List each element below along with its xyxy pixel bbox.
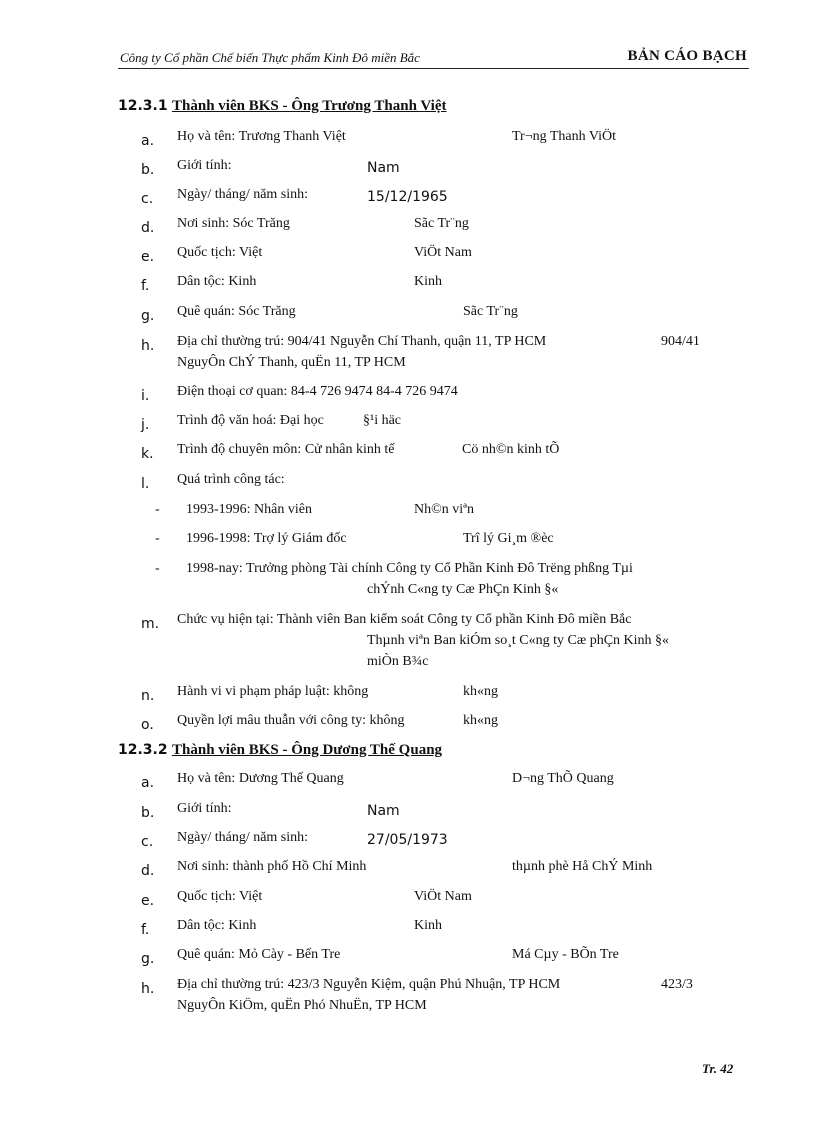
section-number: 12.3.1 <box>118 98 168 114</box>
item-continuation: NguyÔn ChÝ Thanh, quËn 11, TP HCM <box>177 355 406 370</box>
item-text: Họ và tên: Dương Thế Quang <box>177 771 344 786</box>
company-name: Công ty Cổ phần Chế biến Thực phẩm Kinh Đô miền Bắc <box>120 50 420 65</box>
item-text: Nơi sinh: thành phố Hồ Chí Minh <box>177 859 367 874</box>
item-garbled-text: ViÖt Nam <box>414 245 472 260</box>
item-garbled-text: kh«ng <box>463 684 498 699</box>
item-label: f. <box>141 278 150 294</box>
item-text: Giới tính: <box>177 158 232 173</box>
item-label: i. <box>141 388 150 404</box>
work-history-garbled: Nh©n viªn <box>414 502 474 517</box>
dash-bullet: - <box>155 561 160 576</box>
item-text: Họ và tên: Trương Thanh Việt <box>177 129 346 144</box>
item-label: o. <box>141 717 154 733</box>
item-label: a. <box>141 775 155 791</box>
item-garbled-text: Kinh <box>414 274 442 289</box>
item-garbled-text: Tr¬ng Thanh ViÖt <box>512 129 617 144</box>
dash-bullet: - <box>155 502 160 517</box>
work-history-text: 1993-1996: Nhân viên <box>186 502 312 517</box>
item-label: c. <box>141 834 154 850</box>
dash-bullet: - <box>155 531 160 546</box>
item-garbled-text: Cö nh©n kinh tÕ <box>462 442 560 457</box>
item-text: Dân tộc: Kinh <box>177 274 257 289</box>
item-text: Nơi sinh: Sóc Trăng <box>177 216 290 231</box>
item-label: b. <box>141 805 155 821</box>
item-label: a. <box>141 133 155 149</box>
section-title: Thành viên BKS - Ông Dương Thế Quang <box>172 742 443 758</box>
item-garbled-text: Kinh <box>414 918 442 933</box>
item-text: Hành vi vi phạm pháp luật: không <box>177 684 369 699</box>
item-text: Quyền lợi mâu thuẫn với công ty: không <box>177 713 405 728</box>
section-number: 12.3.2 <box>118 742 168 758</box>
item-label: j. <box>141 417 150 433</box>
item-text: Dân tộc: Kinh <box>177 918 257 933</box>
item-continuation: NguyÔn KiÖm, quËn Phó NhuËn, TP HCM <box>177 998 427 1013</box>
item-text: Ngày/ tháng/ năm sinh: <box>177 187 309 202</box>
page-header <box>118 48 749 69</box>
item-label: c. <box>141 191 154 207</box>
item-label: l. <box>141 476 150 492</box>
item-label: h. <box>141 338 155 354</box>
item-label: k. <box>141 446 154 462</box>
item-text: Trình độ chuyên môn: Cử nhân kinh tế <box>177 442 395 457</box>
item-label: g. <box>141 308 155 324</box>
item-value: Nam <box>367 803 400 819</box>
item-garbled-text: 904/41 <box>661 334 700 349</box>
item-continuation: miÒn B¾c <box>367 654 429 669</box>
page-number: Tr. 42 <box>702 1061 734 1076</box>
item-value: Nam <box>367 160 400 176</box>
item-garbled-text: D¬ng ThÕ Quang <box>512 771 614 786</box>
work-history-text: 1998-nay: Trưởng phòng Tài chính Công ty Cổ Phần Kinh Đô Trëng phßng Tµi <box>186 561 633 576</box>
item-text: Địa chỉ thường trú: 904/41 Nguyễn Chí Thanh, quận 11, TP HCM <box>177 334 547 349</box>
item-garbled-text: thµnh phè Hå ChÝ Minh <box>512 859 653 874</box>
item-garbled-text: §¹i häc <box>363 413 402 428</box>
item-garbled-text: ViÖt Nam <box>414 889 472 904</box>
item-label: d. <box>141 220 155 236</box>
item-text: Ngày/ tháng/ năm sinh: <box>177 830 309 845</box>
item-label: f. <box>141 922 150 938</box>
item-text: Quê quán: Sóc Trăng <box>177 304 296 319</box>
item-text: Chức vụ hiện tại: Thành viên Ban kiểm soát Công ty Cổ phần Kinh Đô miền Bắc <box>177 612 632 627</box>
work-history-text: 1996-1998: Trợ lý Giám đốc <box>186 531 347 546</box>
item-value: 15/12/1965 <box>367 189 448 205</box>
item-label: d. <box>141 863 155 879</box>
item-label: g. <box>141 951 155 967</box>
item-text: Giới tính: <box>177 801 232 816</box>
item-value: 27/05/1973 <box>367 832 448 848</box>
item-label: n. <box>141 688 155 704</box>
item-garbled-text: Sãc Tr¨ng <box>463 304 518 319</box>
item-garbled-text: kh«ng <box>463 713 498 728</box>
section-heading <box>118 742 442 759</box>
item-label: h. <box>141 981 155 997</box>
item-text: Quá trình công tác: <box>177 472 285 487</box>
item-text: Điện thoại cơ quan: 84-4 726 9474 84-4 726 9474 <box>177 384 458 399</box>
section-title: Thành viên BKS - Ông Trương Thanh Việt <box>172 98 447 114</box>
work-history-garbled: Trî lý Gi¸m ®èc <box>463 531 554 546</box>
item-garbled-text: Sãc Tr¨ng <box>414 216 469 231</box>
item-label: e. <box>141 249 155 265</box>
item-label: m. <box>141 616 160 632</box>
item-text: Quốc tịch: Việt <box>177 245 263 260</box>
document-title: BẢN CÁO BẠCH <box>627 48 747 64</box>
item-text: Quê quán: Mỏ Cày - Bến Tre <box>177 947 341 962</box>
item-continuation: Thµnh viªn Ban kiÓm so¸t C«ng ty Cæ phÇn Kinh §« <box>367 633 670 648</box>
item-garbled-text: 423/3 <box>661 977 693 992</box>
item-label: e. <box>141 893 155 909</box>
item-label: b. <box>141 162 155 178</box>
section-heading <box>118 98 446 115</box>
item-text: Địa chỉ thường trú: 423/3 Nguyễn Kiệm, quận Phú Nhuận, TP HCM <box>177 977 561 992</box>
work-history-continuation: chÝnh C«ng ty Cæ PhÇn Kinh §« <box>367 582 559 597</box>
item-text: Trình độ văn hoá: Đại học <box>177 413 324 428</box>
item-garbled-text: Má Cµy - BÕn Tre <box>512 947 619 962</box>
item-text: Quốc tịch: Việt <box>177 889 263 904</box>
